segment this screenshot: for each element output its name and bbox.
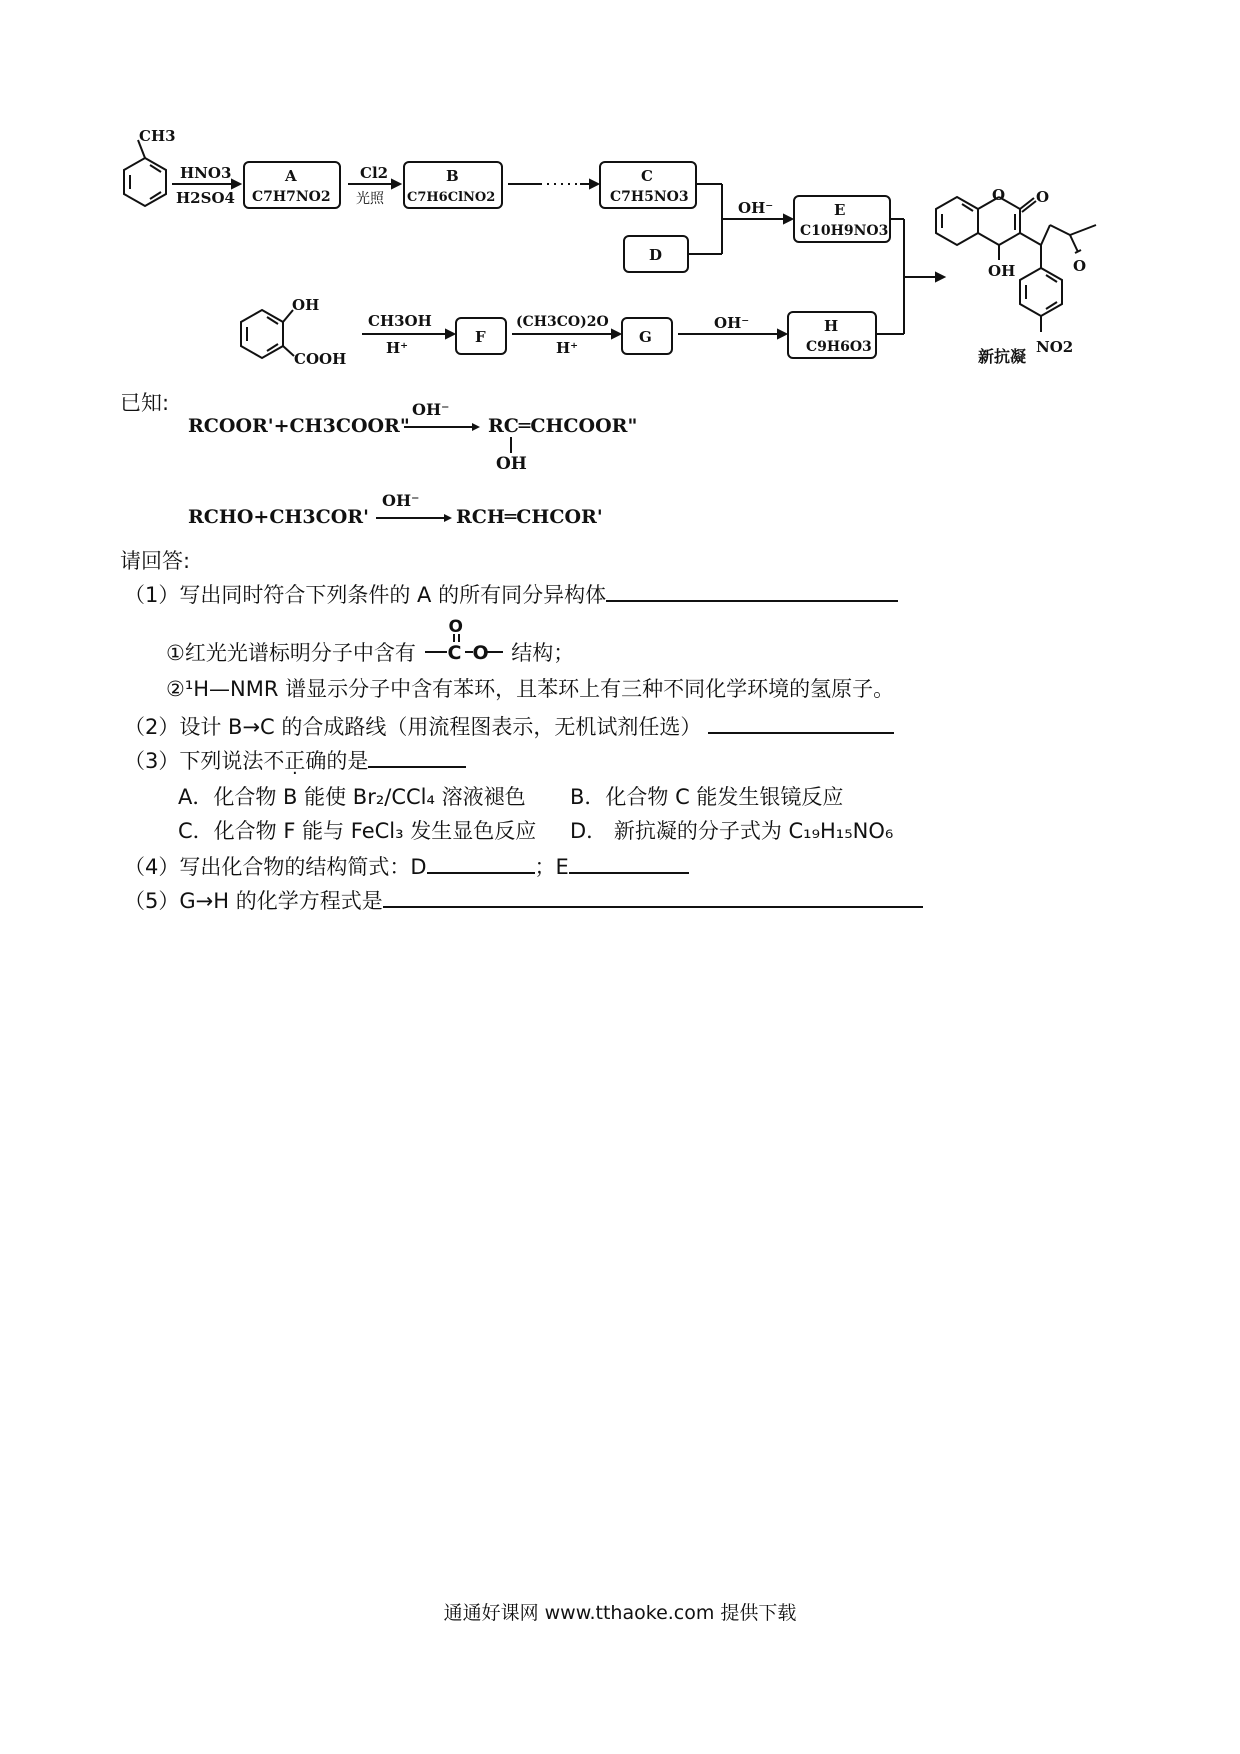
known-r2-arrow: [374, 512, 454, 524]
salicylic-oh: OH: [292, 296, 320, 314]
question-4-separator: ；E: [534, 855, 569, 879]
question-2-answer-blank[interactable]: [708, 712, 894, 734]
box-c-label: C: [641, 167, 653, 185]
known-reaction-2: [188, 491, 668, 534]
product-structure: [936, 186, 1096, 366]
step2-reagent: Cl2: [360, 164, 389, 182]
question-4-answer-d-blank[interactable]: [427, 852, 535, 874]
question-3: [124, 746, 466, 774]
question-4-answer-e-blank[interactable]: [569, 852, 689, 874]
question-5: [124, 886, 923, 914]
box-a-label: A: [285, 167, 297, 185]
known-label: 已知:: [120, 391, 170, 415]
product-no2: NO2: [1036, 338, 1074, 356]
box-f-label: F: [475, 328, 486, 346]
known-r2-condition: OH⁻: [382, 491, 420, 510]
question-1-text: （1）写出同时符合下列条件的 A 的所有同分异构体: [124, 583, 607, 607]
box-g-label: G: [639, 328, 652, 346]
ester-group-o: O: [472, 642, 489, 664]
question-5-text: （5）G→H 的化学方程式是: [124, 889, 383, 913]
known-reaction-1: [188, 400, 708, 475]
product-carbonyl-o: O: [1036, 188, 1050, 206]
known-r2-reactants: RCHO+CH3COR': [188, 506, 369, 528]
step2-condition: 光照: [356, 191, 384, 207]
box-a-formula: C7H7NO2: [252, 189, 331, 205]
question-3-answer-blank[interactable]: [368, 746, 466, 768]
question-1: [124, 580, 898, 608]
ester-group-c: C: [447, 642, 462, 664]
known-r1-arrow: [402, 421, 482, 433]
box-h-formula: C9H6O3: [806, 339, 872, 355]
step4-condition: H⁺: [556, 339, 579, 357]
q1-condition-1-text-b: 结构；: [511, 641, 575, 665]
question-4: [124, 852, 689, 880]
product-oh: OH: [988, 262, 1016, 280]
box-d-label: D: [649, 246, 663, 264]
question-4-text: （4）写出化合物的结构简式：D: [124, 855, 427, 879]
oh-condition-1: OH⁻: [738, 199, 774, 217]
question-3-text-b: 的是: [326, 749, 369, 773]
option-d: D． 新抗凝的分子式为 C₁₉H₁₅NO₆: [570, 819, 894, 843]
step1-reagent: HNO3: [180, 164, 232, 182]
questions-intro: 请回答:: [120, 549, 191, 573]
product-ring-o: O: [992, 186, 1006, 204]
box-h-label: H: [824, 317, 839, 335]
question-3-emphasis: 不正确: [263, 749, 327, 773]
known-r1-oh: OH: [496, 454, 527, 474]
q1-condition-1-text-a: ①红光光谱标明分子中含有: [166, 641, 416, 665]
step4-reagent: (CH3CO)2O: [516, 314, 609, 330]
known-r2-product: RCH═CHCOR': [456, 506, 603, 528]
step3-condition: H⁺: [386, 339, 409, 357]
ester-group-o-top: O: [448, 617, 463, 637]
question-2: [124, 712, 894, 740]
question-5-answer-blank[interactable]: [383, 886, 923, 908]
question-1-answer-blank[interactable]: [606, 580, 898, 602]
question-2-text: （2）设计 B→C 的合成路线（用流程图表示，无机试剂任选）: [124, 715, 702, 739]
box-e-label: E: [834, 201, 846, 219]
oh-condition-2: OH⁻: [714, 314, 750, 332]
question-1-condition-2: ②¹H—NMR 谱显示分子中含有苯环，且苯环上有三种不同化学环境的氢原子。: [166, 677, 895, 701]
toluene-structure: [124, 127, 176, 206]
product-name: 新抗凝: [978, 347, 1027, 366]
option-c: C．化合物 F 能与 FeCl₃ 发生显色反应: [178, 819, 537, 843]
box-b-label: B: [446, 167, 459, 185]
step1-condition: H2SO4: [176, 189, 235, 207]
option-b: B．化合物 C 能发生银镜反应: [570, 785, 844, 809]
box-c-formula: C7H5NO3: [610, 189, 689, 205]
known-r1-product: RC═CHCOOR": [488, 415, 638, 437]
reaction-scheme: [0, 0, 1240, 390]
box-e-formula: C10H9NO3: [800, 223, 889, 239]
box-b-formula: C7H6ClNO2: [407, 190, 496, 205]
option-a: A．化合物 B 能使 Br₂/CCl₄ 溶液褪色: [178, 785, 526, 809]
ester-group-structure: [423, 617, 505, 666]
salicylic-cooh: COOH: [294, 350, 347, 368]
question-3-text-a: （3）下列说法: [124, 749, 264, 773]
step3-reagent: CH3OH: [368, 312, 432, 330]
salicylic-acid-structure: [241, 296, 346, 368]
toluene-ch3: CH3: [139, 127, 176, 145]
product-ketone-o: O: [1073, 257, 1087, 275]
page-footer: 通通好课网 www.tthaoke.com 提供下载: [443, 1602, 797, 1624]
known-r1-reactants: RCOOR'+CH3COOR": [188, 415, 410, 437]
known-r1-condition: OH⁻: [412, 400, 450, 419]
question-1-condition-1: [166, 617, 575, 666]
